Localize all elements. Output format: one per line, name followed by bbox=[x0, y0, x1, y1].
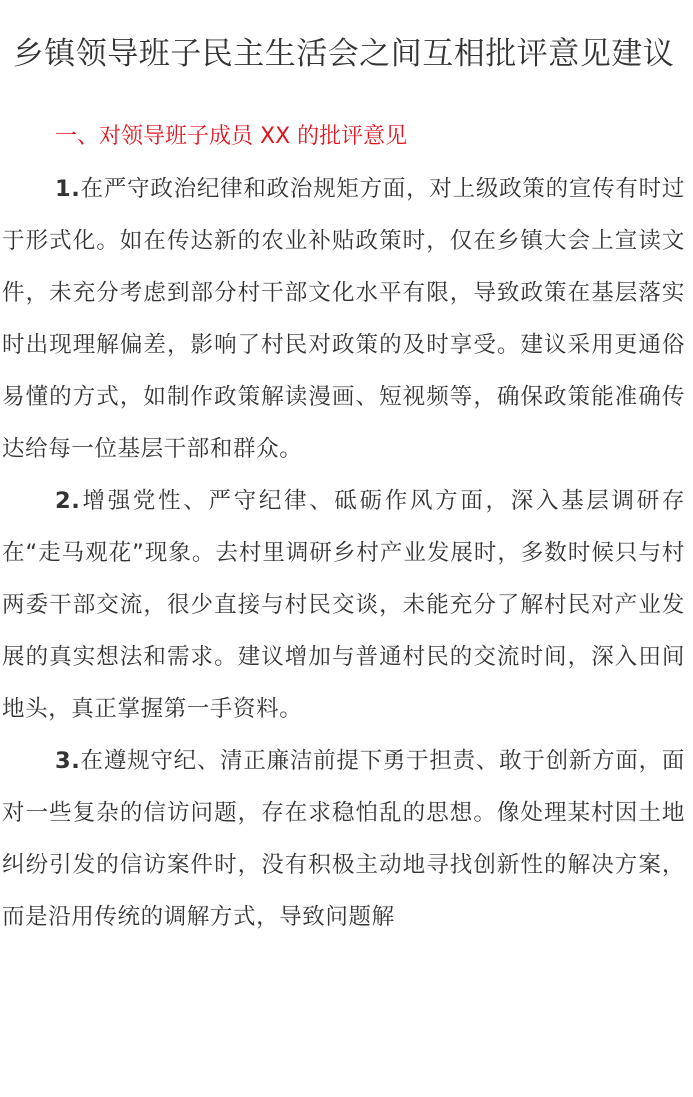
paragraph-2-number: 2. bbox=[55, 488, 81, 514]
paragraph-3-number: 3. bbox=[55, 748, 81, 774]
paragraph-1-text: 在严守政治纪律和政治规矩方面，对上级政策的宣传有时过于形式化。如在传达新的农业补贴政策时，仅在乡镇大会上宣读文件，未充分考虑到部分村干部文化水平有限，导致政策在基层落实时出现理解偏差，影响了村民对政策的及时享受。建议采用更通俗易懂的方式，如制作政策解读漫画、短视频等，确保政策能准确传达给每一位基层干部和群众。 bbox=[2, 176, 685, 462]
paragraph-3 bbox=[2, 735, 685, 943]
paragraph-1 bbox=[2, 163, 685, 475]
paragraph-3-text: 在遵规守纪、清正廉洁前提下勇于担责、敢于创新方面，面对一些复杂的信访问题，存在求稳怕乱的思想。像处理某村因土地纠纷引发的信访案件时，没有积极主动地寻找创新性的解决方案，而是沿用传统的调解方式，导致问题解 bbox=[2, 748, 685, 930]
paragraph-2 bbox=[2, 475, 685, 735]
document-title: 乡镇领导班子民主生活会之间互相批评意见建议 bbox=[12, 36, 675, 72]
section-heading: 一、对领导班子成员 XX 的批评意见 bbox=[55, 124, 408, 149]
paragraph-2-text: 增强党性、严守纪律、砥砺作风方面，深入基层调研存在“走马观花”现象。去村里调研乡村产业发展时，多数时候只与村两委干部交流，很少直接与村民交谈，未能充分了解村民对产业发展的真实想法和需求。建议增加与普通村民的交流时间，深入田间地头，真正掌握第一手资料。 bbox=[2, 488, 685, 722]
paragraph-1-number: 1. bbox=[55, 176, 81, 202]
